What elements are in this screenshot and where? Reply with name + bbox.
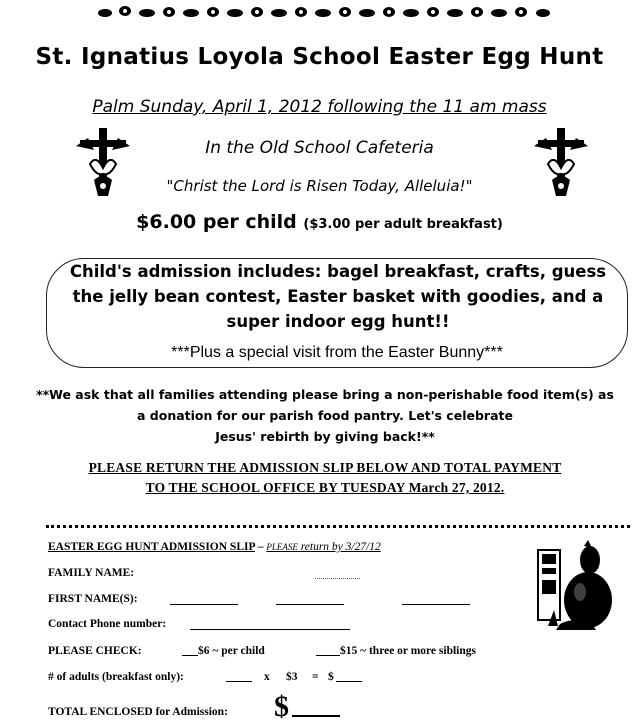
slip-return-date: return by 3/27/12: [300, 541, 381, 553]
flyer-title: St. Ignatius Loyola School Easter Egg Hunt: [35, 44, 604, 70]
floral-border-icon: [95, 2, 555, 24]
food-note-line: **We ask that all families attending please bring a non-perishable food item(s) as: [36, 387, 614, 402]
hymn-quote: "Christ the Lord is Risen Today, Alleluia!": [166, 177, 473, 195]
slip-return-note: [266, 541, 380, 553]
phone-label: Contact Phone number:: [48, 618, 167, 630]
price-adult: ($3.00 per adult breakfast): [303, 217, 503, 232]
slip-return-prefix: PLEASE: [266, 542, 298, 552]
price-child: $6.00 per child: [136, 211, 297, 233]
cross-lilies-icon: [530, 124, 592, 198]
admission-includes: Child's admission includes: bagel breakfast, crafts, guess the jelly bean contest, Easter basket with goodies, and a super indoor egg hunt!!: [69, 262, 607, 331]
event-date: Palm Sunday, April 1, 2012 following the 11 am mass: [92, 97, 547, 117]
return-line: TO THE SCHOOL OFFICE BY TUESDAY March 27, 2012.: [145, 480, 505, 495]
first-name-field[interactable]: [276, 592, 344, 605]
adults-dollar-sign: $: [328, 671, 334, 683]
adults-label: # of adults (breakfast only):: [48, 671, 184, 683]
total-enclosed-field[interactable]: [292, 703, 340, 717]
family-name-label: FAMILY NAME:: [48, 567, 135, 579]
easter-bunny-icon: [536, 540, 620, 632]
food-note-line: Jesus' rebirth by giving back!**: [215, 429, 435, 444]
food-pantry-note: [20, 384, 630, 447]
phone-field[interactable]: [190, 617, 350, 630]
return-instructions: [20, 458, 630, 498]
total-enclosed-label: TOTAL ENCLOSED for Admission:: [48, 706, 228, 718]
cross-lilies-icon: [72, 124, 134, 198]
slip-title-text: EASTER EGG HUNT ADMISSION SLIP: [48, 541, 255, 553]
siblings-option: $15 ~ three or more siblings: [340, 645, 476, 657]
per-child-option: $6 ~ per child: [198, 645, 265, 657]
adult-price: $3: [286, 671, 298, 683]
family-name-field[interactable]: [315, 568, 360, 579]
adults-total-field[interactable]: [336, 669, 362, 682]
adults-count-field[interactable]: [226, 669, 252, 682]
first-name-field[interactable]: [402, 592, 470, 605]
per-child-checkbox[interactable]: [182, 643, 198, 656]
price-line: [0, 211, 639, 233]
first-name-field[interactable]: [170, 592, 238, 605]
slip-title-sep: –: [254, 541, 267, 553]
please-check-label: PLEASE CHECK:: [48, 645, 142, 657]
siblings-checkbox[interactable]: [316, 643, 340, 656]
return-line: PLEASE RETURN THE ADMISSION SLIP BELOW AND TOTAL PAYMENT: [88, 460, 562, 475]
cut-line-divider: [46, 525, 630, 528]
event-location: In the Old School Cafeteria: [205, 138, 434, 158]
first-names-label: FIRST NAME(S):: [48, 593, 138, 605]
equals-sign: =: [312, 671, 319, 683]
food-note-line: a donation for our parish food pantry. Let's celebrate: [137, 408, 513, 423]
slip-title: [48, 541, 381, 553]
total-dollar-sign: $: [274, 690, 289, 723]
multiply-sign: x: [264, 671, 270, 683]
easter-bunny-visit: ***Plus a special visit from the Easter Bunny***: [171, 344, 503, 361]
